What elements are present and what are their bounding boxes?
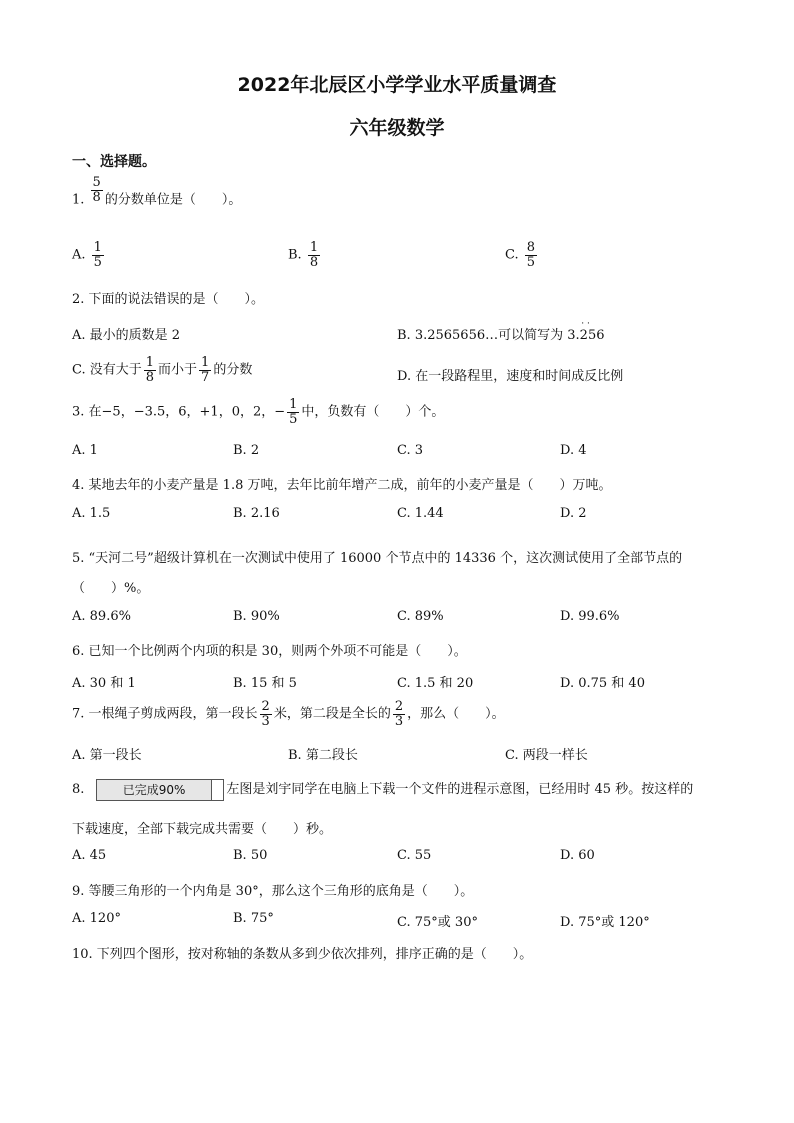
question-1 (72, 175, 242, 214)
question-5-line-1: 5. “天河二号”超级计算机在一次测试中使用了 16000 个节点中的 14336 个，这次测试使用了全部节点的 (72, 551, 683, 566)
q3-option-b[interactable]: B. 2 (233, 443, 260, 458)
question-7: 7. 一根绳子剪成两段，第一段长 $\frac{2}{3}$ 米，第二段是全长的 $\frac{2}{3}$ ，那么（ ）。 (72, 699, 505, 729)
q4-option-d[interactable]: D. 2 (560, 506, 587, 521)
q6-option-a[interactable]: A. 30 和 1 (72, 676, 136, 691)
repeating-decimal: 3.256 · · (567, 319, 605, 343)
question-4: 4. 某地去年的小麦产量是 1.8 万吨，去年比前年增产二成，前年的小麦产量是（ ）万吨。 (72, 478, 612, 493)
page-subtitle: 六年级数学 (349, 117, 445, 139)
q1-option-a[interactable]: A. $\frac{1}{5}$ (72, 240, 102, 270)
q9-option-b[interactable]: B. 75° (233, 911, 274, 926)
q4-option-a[interactable]: A. 1.5 (72, 506, 111, 521)
q5-option-c[interactable]: C. 89% (397, 609, 444, 624)
q8-option-a[interactable]: A. 45 (72, 848, 107, 863)
q2-option-c[interactable]: C. 没有大于 $\frac{1}{8}$ 而小于 $\frac{1}{7}$ 的分数 (72, 355, 253, 385)
q5-option-b[interactable]: B. 90% (233, 609, 280, 624)
q4-option-b[interactable]: B. 2.16 (233, 506, 280, 521)
q6-option-d[interactable]: D. 0.75 和 40 (560, 676, 645, 691)
q2-option-a[interactable]: A. 最小的质数是 2 (72, 328, 181, 343)
q6-option-b[interactable]: B. 15 和 5 (233, 676, 297, 691)
q1-option-c[interactable]: C. $\frac{8}{5}$ (505, 240, 536, 270)
question-8-line-2: 下载速度，全部下载完成共需要（ ）秒。 (72, 822, 333, 837)
q7-option-a[interactable]: A. 第一段长 (72, 748, 142, 763)
q3-option-d[interactable]: D. 4 (560, 443, 587, 458)
question-5-line-2: （ ）%。 (72, 581, 150, 596)
q2-option-b[interactable]: B. 3.2565656…可以简写为 3.256 · · (397, 319, 605, 343)
q9-option-a[interactable]: A. 120° (72, 911, 121, 926)
q7-option-b[interactable]: B. 第二段长 (288, 748, 358, 763)
q8-option-b[interactable]: B. 50 (233, 848, 268, 863)
q8-option-d[interactable]: D. 60 (560, 848, 595, 863)
question-2: 2. 下面的说法错误的是（ ）。 (72, 292, 265, 307)
download-progress-bar (96, 779, 224, 801)
q9-option-c[interactable]: C. 75°或 30° (397, 915, 478, 930)
q4-option-c[interactable]: C. 1.44 (397, 506, 444, 521)
q3-option-a[interactable]: A. 1 (72, 443, 98, 458)
q2-option-d[interactable]: D. 在一段路程里，速度和时间成反比例 (397, 369, 624, 384)
q9-option-d[interactable]: D. 75°或 120° (560, 915, 650, 930)
q3-option-c[interactable]: C. 3 (397, 443, 424, 458)
q1-number: 1. (72, 192, 85, 208)
q5-option-a[interactable]: A. 89.6% (72, 609, 131, 624)
question-10: 10. 下列四个图形，按对称轴的条数从多到少依次排列，排序正确的是（ ）。 (72, 947, 533, 962)
q6-option-c[interactable]: C. 1.5 和 20 (397, 676, 474, 691)
q5-option-d[interactable]: D. 99.6% (560, 609, 620, 624)
question-9: 9. 等腰三角形的一个内角是 30°，那么这个三角形的底角是（ ）。 (72, 884, 474, 899)
progress-label: 已完成90% (122, 782, 186, 797)
q7-option-c[interactable]: C. 两段一样长 (505, 748, 588, 763)
question-3: 3. 在−5，−3.5，6，+1，0，2，− $\frac{1}{5}$ 中，负数有（ ）个。 (72, 397, 445, 427)
question-6: 6. 已知一个比例两个内项的积是 30，则两个外项不可能是（ ）。 (72, 644, 467, 659)
section-heading: 一、选择题。 (72, 154, 156, 170)
question-8-line-1: 8. 已完成90% 左图是刘宇同学在电脑上下载一个文件的进程示意图，已经用时 45 秒。按这样的 (72, 778, 693, 801)
q1-option-b[interactable]: B. $\frac{1}{8}$ (288, 240, 319, 270)
q1-text: 的分数单位是（ ）。 (104, 192, 242, 208)
page-title: 2022年北辰区小学学业水平质量调查 (237, 74, 557, 96)
q8-option-c[interactable]: C. 55 (397, 848, 432, 863)
q1-fraction: $\frac{5}{8}$ (92, 175, 101, 205)
